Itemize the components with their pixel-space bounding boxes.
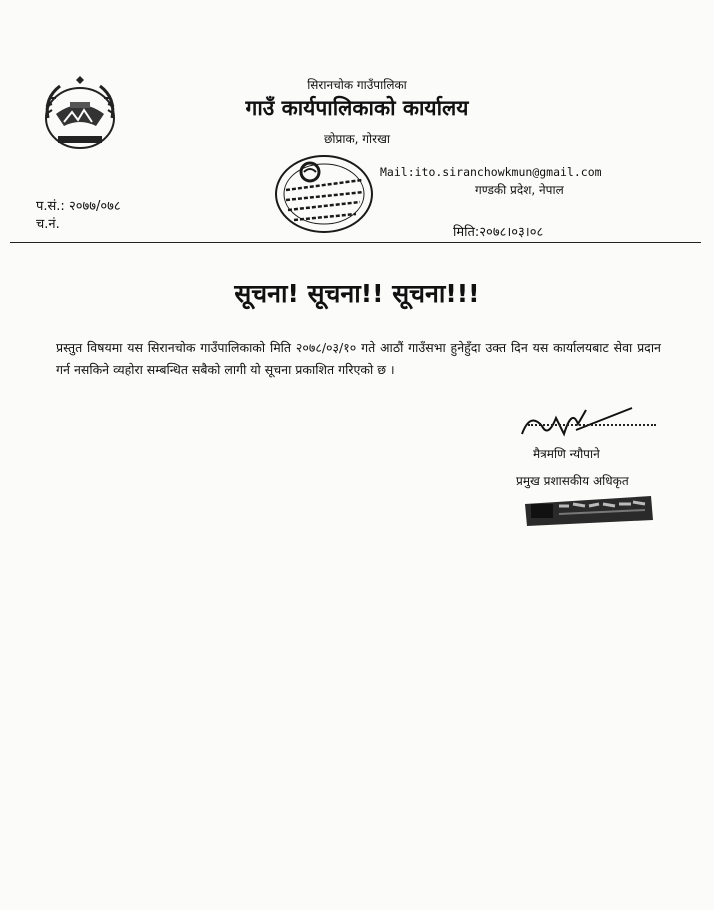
round-stamp-icon	[270, 150, 378, 238]
email-address: Mail:ito.siranchowkmun@gmail.com	[380, 165, 602, 179]
officer-title: प्रमुख प्रशासकीय अधिकृत	[516, 474, 629, 488]
signature-line	[528, 424, 656, 426]
officer-stamp-icon	[523, 494, 655, 528]
municipality-name: सिरानचोक गाउँपालिका	[307, 78, 407, 92]
office-location: छोप्राक, गोरखा	[324, 132, 390, 146]
header-divider	[10, 242, 701, 243]
office-title: गाउँ कार्यपालिकाको कार्यालय	[245, 96, 469, 120]
reference-number: प.सं.: २०७७/०७८	[36, 199, 121, 214]
notice-heading: सूचना! सूचना!! सूचना!!!	[234, 279, 480, 308]
document-date: मिति:२०७८।०३।०८	[453, 225, 544, 240]
officer-name: मैत्रमणि न्यौपाने	[533, 447, 600, 461]
notice-body: प्रस्तुत विषयमा यस सिरानचोक गाउँपालिकाको मिति २०७८/०३/१० गते आठौं गाउँसभा हुनेहुँदा उक्त दिन यस कार्यालयबाट सेवा प्रदान गर्न नसकिने व्यहोरा सम्बन्धित सबैको लागी यो सूचना प्रकाशित गरिएको छ ।	[56, 340, 661, 377]
province-address: गण्डकी प्रदेश, नेपाल	[475, 183, 564, 197]
dispatch-number: च.नं.	[36, 217, 60, 232]
